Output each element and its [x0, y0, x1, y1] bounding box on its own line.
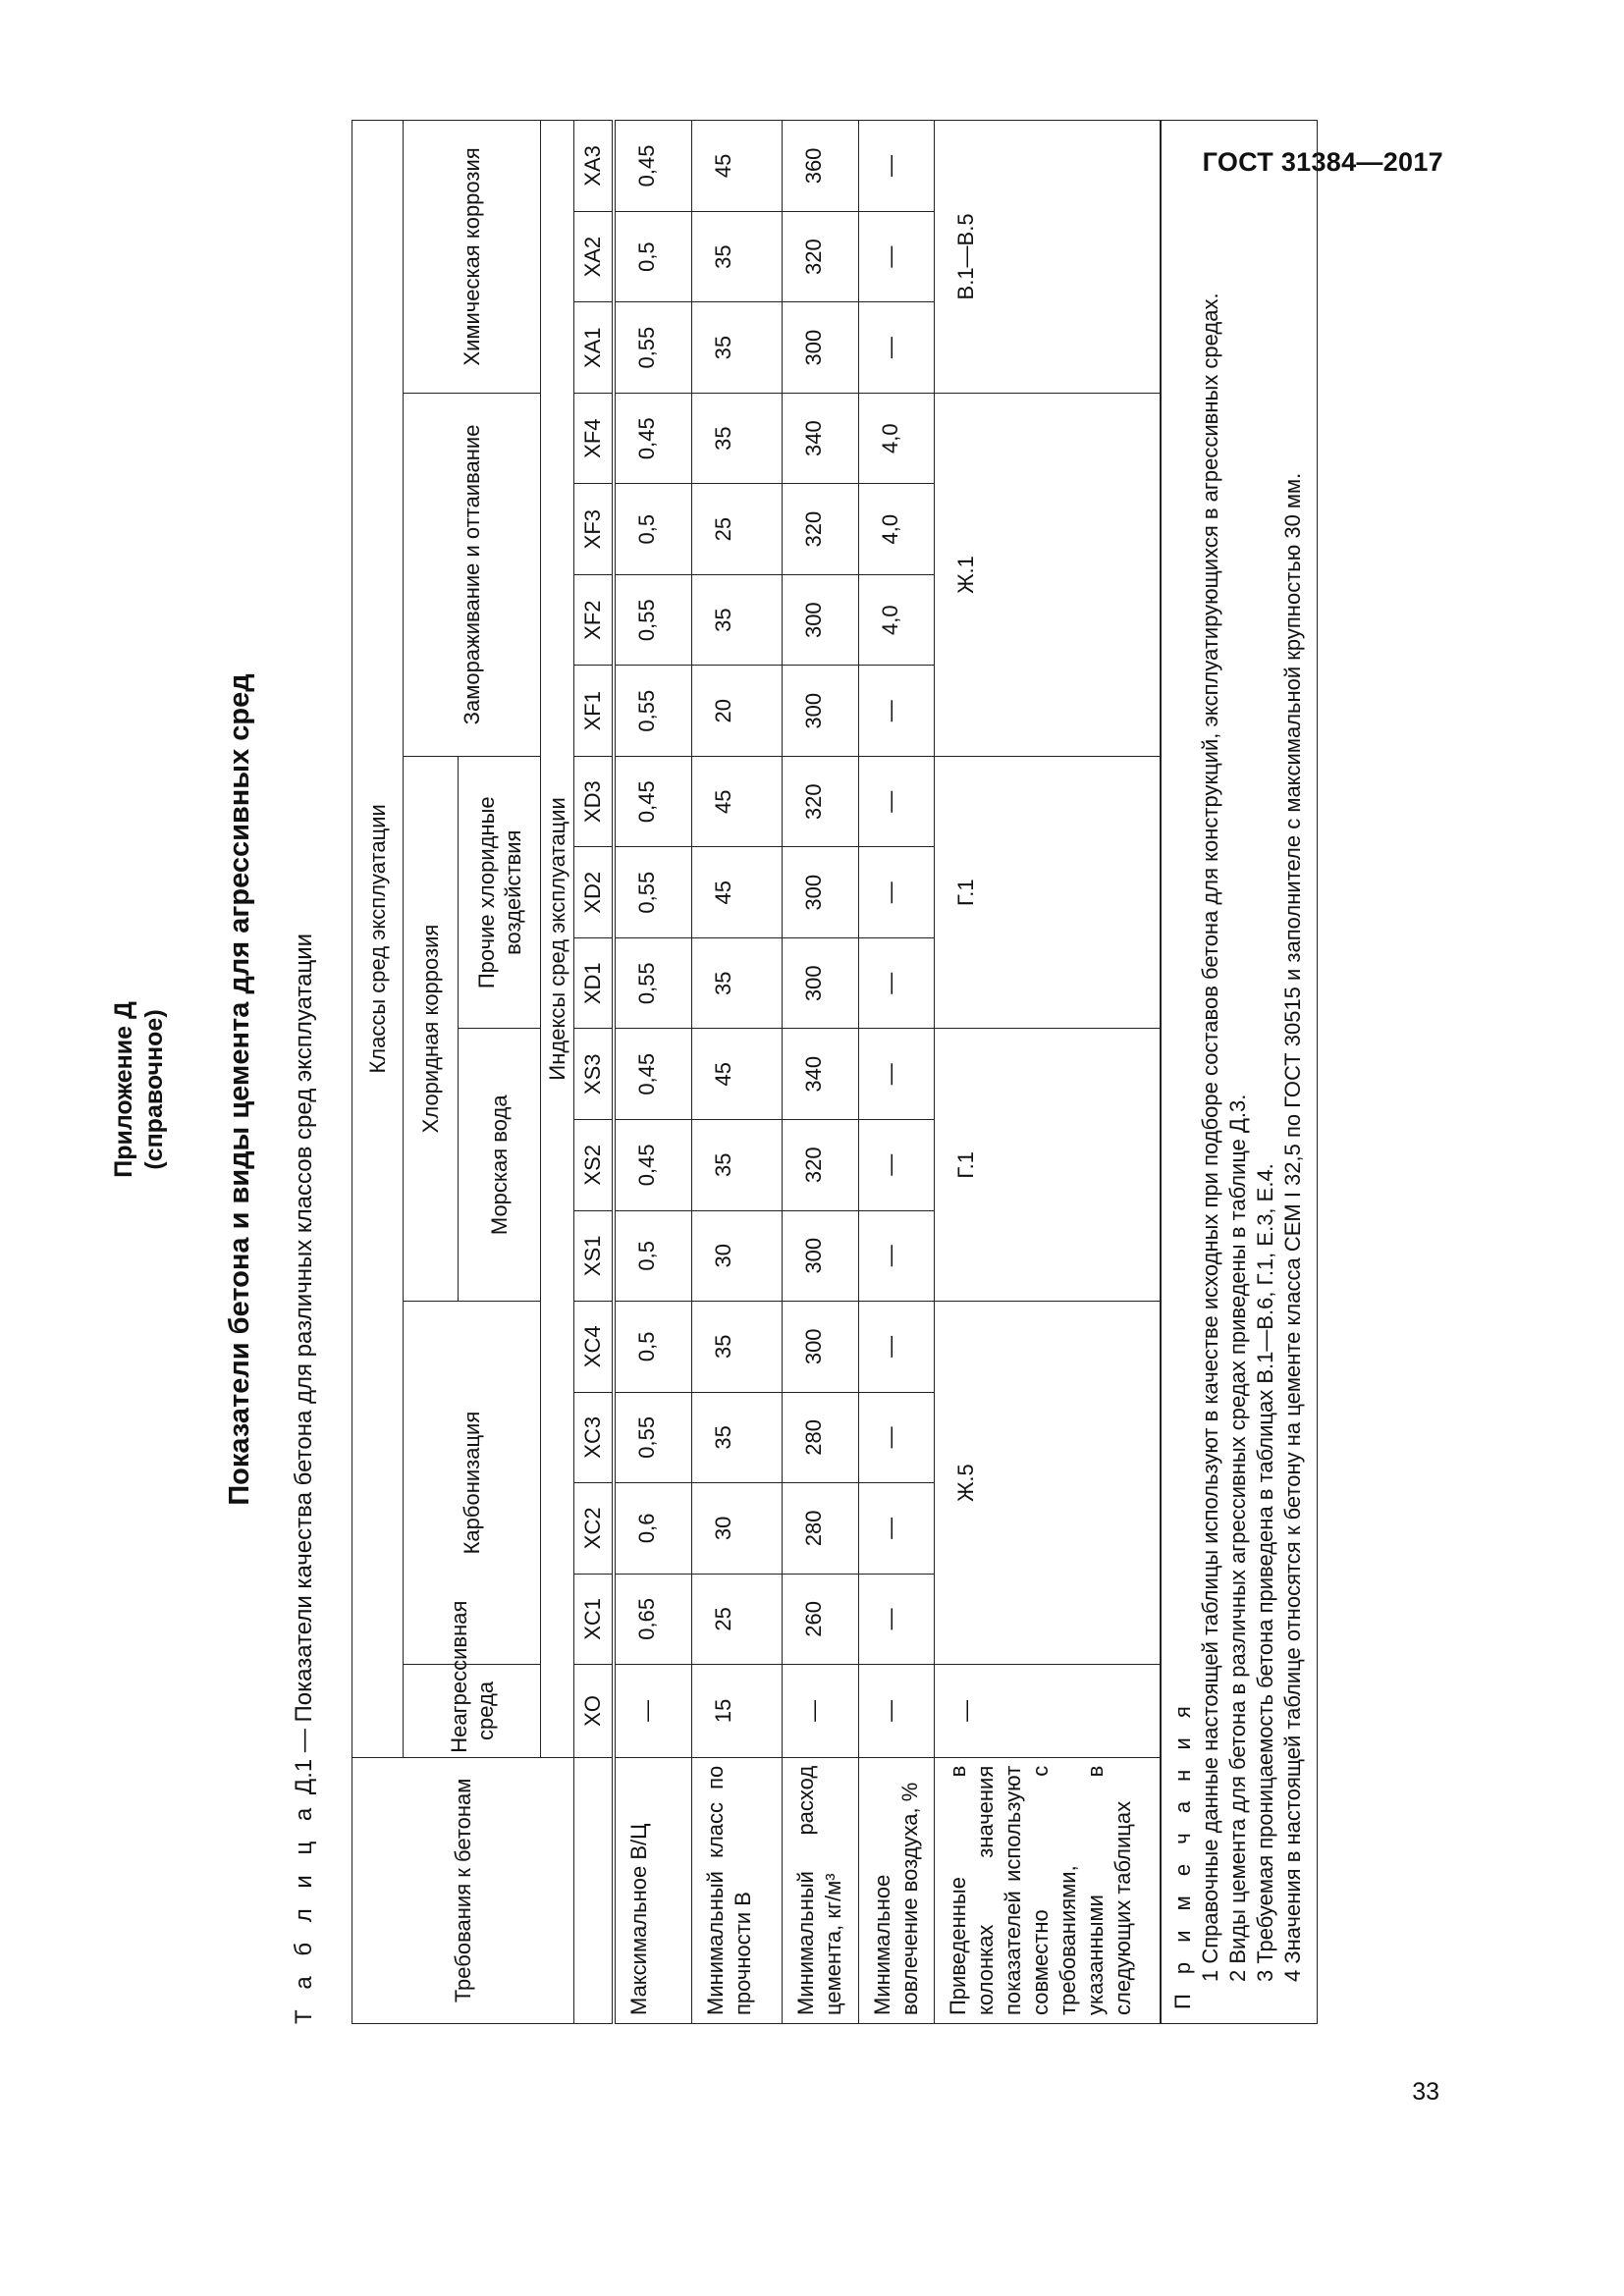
group-chemical: Химическая коррозия [404, 121, 541, 394]
table-cell: 300 [783, 302, 859, 394]
note-4: 4 Значения в настоящей таблице относятся к бетону на цементе класса CEM I 32,5 по ГОСТ 30515 и заполнителе с максимальной крупностью 30 мм. [1279, 472, 1305, 1982]
table-cell: — [614, 1665, 692, 1758]
code-xf3: XF3 [574, 484, 614, 575]
code-xd1: XD1 [574, 937, 614, 1029]
code-xc1: XC1 [574, 1574, 614, 1665]
row-label-reference-tables: Приведенные в колонках значения показателей используют совместно с требованиями, указанными в следующих таблицах [935, 1757, 1161, 2023]
table-cell: 300 [783, 1210, 859, 1302]
table-row [859, 121, 935, 2024]
table-cell: 0,55 [614, 666, 692, 757]
code-xf2: XF2 [574, 574, 614, 666]
ref-sea-water: Г.1 [935, 1029, 1161, 1302]
table-cell: 300 [783, 1302, 859, 1393]
table-row [935, 121, 1161, 2024]
table-cell: 0,5 [614, 211, 692, 302]
table-cell: 15 [692, 1665, 783, 1758]
table-cell: 35 [692, 302, 783, 394]
section-title: Показатели бетона и виды цемента для агрессивных сред [224, 673, 255, 1506]
notes-title: П р и м е ч а н и я [1169, 1699, 1195, 2009]
table-cell: 320 [783, 756, 859, 847]
table-cell: 30 [692, 1210, 783, 1302]
table-cell: 4,0 [859, 484, 935, 575]
note-1: 1 Справочные данные настоящей таблицы используют в качестве исходных при подборе составов бетона для конструкций, эксплуатирующихся в агрессивных средах. [1197, 293, 1222, 1982]
group-chloride: Хлоридная коррозия [404, 756, 459, 1301]
table-cell: 0,6 [614, 1483, 692, 1575]
row-label-min-cement: Минимальный расход цемента, кг/м³ [783, 1757, 859, 2023]
code-xs2: XS2 [574, 1120, 614, 1211]
ref-freeze-thaw: Ж.1 [935, 393, 1161, 756]
table-cell: 340 [783, 1029, 859, 1120]
table-cell: 25 [692, 1574, 783, 1665]
table-cell: 0,5 [614, 1210, 692, 1302]
table-cell: 0,5 [614, 1302, 692, 1393]
table-cell: — [859, 1210, 935, 1302]
concrete-properties-table [352, 120, 1318, 2024]
table-cell: — [859, 121, 935, 212]
note-3: 3 Требуемая проницаемость бетона приведена в таблицах В.1—В.6, Г.1, Е.3, Е.4. [1252, 1163, 1277, 1982]
table-cell: — [859, 1120, 935, 1211]
table-cell: — [859, 1665, 935, 1758]
table-cell: — [859, 1483, 935, 1575]
table-cell: 280 [783, 1483, 859, 1575]
table-cell: — [859, 211, 935, 302]
code-xc4: XC4 [574, 1302, 614, 1393]
table-cell: 35 [692, 574, 783, 666]
table-cell: 340 [783, 393, 859, 484]
rotated-content [110, 88, 1396, 2091]
table-cell: — [859, 1029, 935, 1120]
row-label-min-air: Минимальное вовлечение воздуха, % [859, 1757, 935, 2023]
table-cell: 360 [783, 121, 859, 212]
ref-carbonation: Ж.5 [935, 1302, 1161, 1665]
table-cell: 300 [783, 574, 859, 666]
code-xf1: XF1 [574, 666, 614, 757]
code-xa1: XA1 [574, 302, 614, 394]
subgroup-other-chloride: Прочие хлоридные воздействия [459, 756, 541, 1029]
table-cell: 35 [692, 1120, 783, 1211]
code-xs1: XS1 [574, 1210, 614, 1302]
table-cell: — [859, 937, 935, 1029]
code-xd3: XD3 [574, 756, 614, 847]
group-nonaggressive: Неагрессивная среда [404, 1665, 541, 1758]
table-cell: 45 [692, 847, 783, 938]
table-cell: — [859, 756, 935, 847]
table-cell: 280 [783, 1392, 859, 1483]
table-cell: 35 [692, 393, 783, 484]
table-notes [1161, 121, 1318, 2024]
table-cell: 0,55 [614, 574, 692, 666]
table-cell: — [859, 847, 935, 938]
appendix-type: (справочное) [140, 1009, 168, 1170]
code-xa2: XA2 [574, 211, 614, 302]
requirements-header: Требования к бетонам [352, 1757, 574, 2023]
table-cell: 320 [783, 1120, 859, 1211]
table-cell: 0,45 [614, 393, 692, 484]
table-cell: 300 [783, 666, 859, 757]
table-cell: — [859, 1392, 935, 1483]
page-number: 33 [1412, 2078, 1439, 2106]
code-xc2: XC2 [574, 1483, 614, 1575]
table-row [614, 121, 692, 2024]
table-cell: 30 [692, 1483, 783, 1575]
table-cell: 35 [692, 937, 783, 1029]
table-cell: — [859, 1574, 935, 1665]
table-row [692, 121, 783, 2024]
note-2: 2 Виды цемента для бетона в различных агрессивных средах приведены в таблице Д.3. [1224, 1094, 1250, 1982]
table-cell: 0,45 [614, 756, 692, 847]
row-label-max-wc: Максимальное В/Ц [614, 1757, 692, 2023]
code-xd2: XD2 [574, 847, 614, 938]
table-row [783, 121, 859, 2024]
table-cell: 4,0 [859, 393, 935, 484]
indices-header: Индексы сред эксплуатации [541, 121, 574, 1758]
code-xo: XO [574, 1665, 614, 1758]
ref-chemical: В.1—В.5 [935, 121, 1161, 394]
appendix-title: Приложение Д [110, 1001, 137, 1178]
header-blank-cell [574, 1757, 614, 2023]
code-xa3: XA3 [574, 121, 614, 212]
table-caption-label: Т а б л и ц а [291, 1800, 317, 2024]
code-xf4: XF4 [574, 393, 614, 484]
table-cell: 300 [783, 847, 859, 938]
code-xc3: XC3 [574, 1392, 614, 1483]
ref-nonaggressive: — [935, 1665, 1161, 1758]
table-cell: 45 [692, 121, 783, 212]
group-freeze-thaw: Замораживание и оттаивание [404, 393, 541, 756]
table-cell: 320 [783, 484, 859, 575]
table-cell: — [859, 302, 935, 394]
table-cell: 0,55 [614, 302, 692, 394]
table-cell: 25 [692, 484, 783, 575]
table-cell: 4,0 [859, 574, 935, 666]
table-cell: 0,45 [614, 1120, 692, 1211]
table-cell: 0,5 [614, 484, 692, 575]
table-caption-text: Д.1 — Показатели качества бетона для различных классов сред эксплуатации [291, 933, 317, 1795]
table-cell: — [783, 1665, 859, 1758]
table-cell: 0,55 [614, 937, 692, 1029]
table-cell: 45 [692, 756, 783, 847]
table-cell: 0,45 [614, 121, 692, 212]
table-cell: 45 [692, 1029, 783, 1120]
table-cell: 260 [783, 1574, 859, 1665]
table-cell: 0,55 [614, 1392, 692, 1483]
table-cell: — [859, 666, 935, 757]
table-caption [291, 934, 318, 2024]
table-cell: — [859, 1302, 935, 1393]
table-cell: 35 [692, 211, 783, 302]
table-cell: 0,55 [614, 847, 692, 938]
table-cell: 20 [692, 666, 783, 757]
row-label-min-strength-class: Минимальный класс по прочности В [692, 1757, 783, 2023]
table-cell: 35 [692, 1392, 783, 1483]
table-cell: 0,65 [614, 1574, 692, 1665]
table-cell: 300 [783, 937, 859, 1029]
ref-other-chloride: Г.1 [935, 756, 1161, 1029]
table-cell: 0,45 [614, 1029, 692, 1120]
table-cell: 320 [783, 211, 859, 302]
code-xs3: XS3 [574, 1029, 614, 1120]
group-carbonation: Карбонизация [404, 1302, 541, 1665]
table-cell: 35 [692, 1302, 783, 1393]
classes-header: Классы сред эксплуатации [352, 121, 404, 1758]
document-standard-header: ГОСТ 31384—2017 [1202, 147, 1443, 177]
subgroup-sea-water: Морская вода [459, 1029, 541, 1302]
